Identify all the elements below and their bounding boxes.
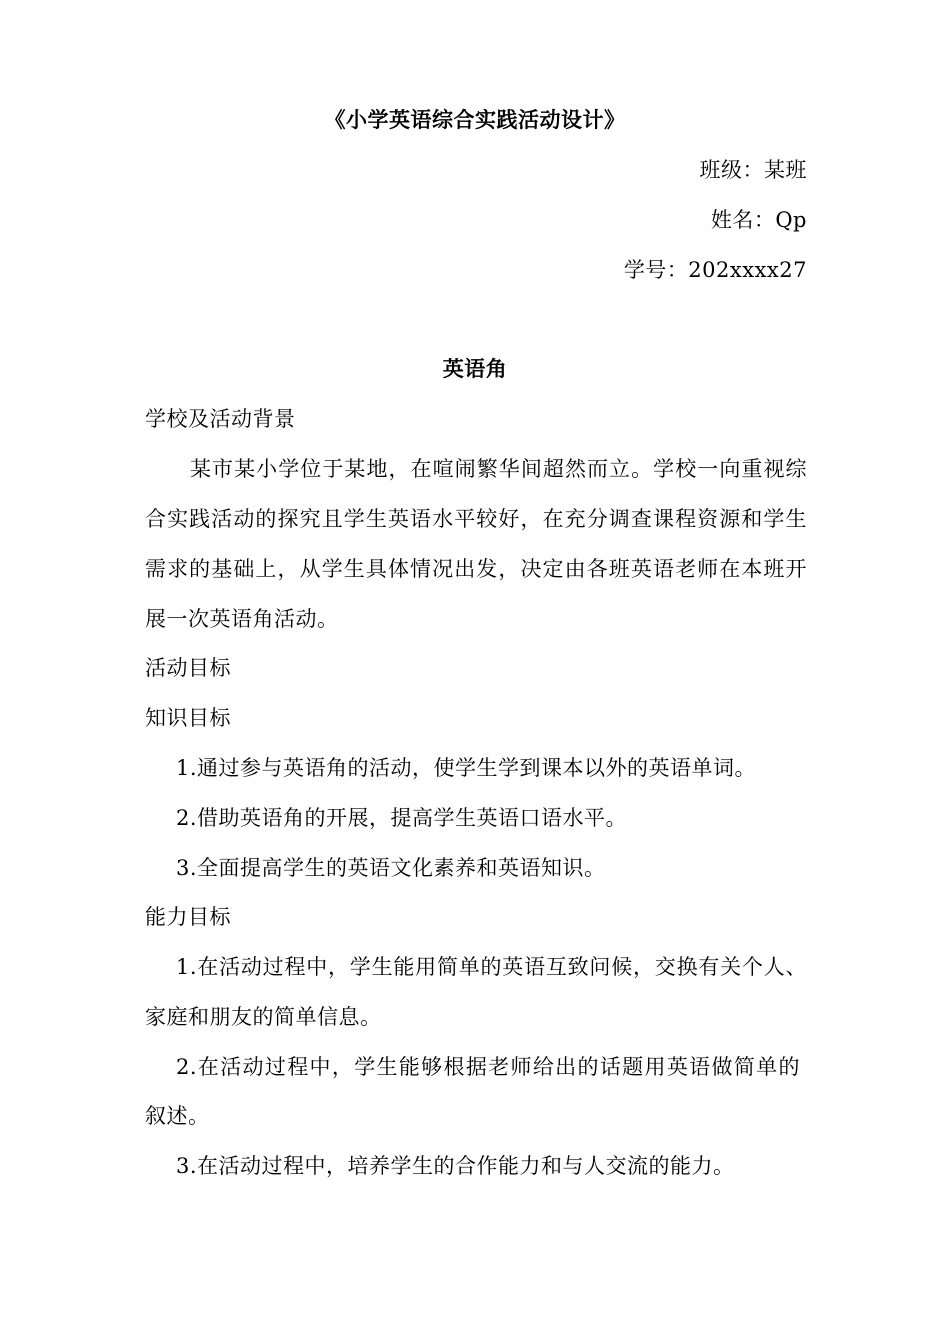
background-heading: 学校及活动背景 xyxy=(145,407,296,431)
knowledge-item: 1.通过参与英语角的活动，使学生学到课本以外的英语单词。 xyxy=(176,756,757,780)
student-id-line: 学号：202xxxx27 xyxy=(623,258,807,282)
knowledge-heading: 知识目标 xyxy=(145,706,231,730)
background-paragraph-line: 某市某小学位于某地，在喧闹繁华间超然而立。学校一向重视综 xyxy=(190,457,807,481)
section-title: 英语角 xyxy=(442,356,508,381)
ability-item-line: 2.在活动过程中，学生能够根据老师给出的话题用英语做简单的 xyxy=(176,1055,800,1079)
background-paragraph-line: 展一次英语角活动。 xyxy=(145,607,339,631)
goals-heading: 活动目标 xyxy=(145,656,231,680)
class-line: 班级：某班 xyxy=(699,158,807,182)
ability-item-line: 叙述。 xyxy=(145,1104,210,1128)
background-paragraph-line: 合实践活动的探究且学生英语水平较好，在充分调查课程资源和学生 xyxy=(145,507,807,531)
name-line: 姓名：Qp xyxy=(710,208,807,232)
document-title: 《小学英语综合实践活动设计》 xyxy=(324,107,626,132)
ability-item-line: 家庭和朋友的简单信息。 xyxy=(145,1005,382,1029)
knowledge-item: 3.全面提高学生的英语文化素养和英语知识。 xyxy=(176,856,606,880)
ability-item-line: 1.在活动过程中，学生能用简单的英语互致问候，交换有关个人、 xyxy=(176,955,807,979)
knowledge-item: 2.借助英语角的开展，提高学生英语口语水平。 xyxy=(176,806,628,830)
background-paragraph-line: 需求的基础上，从学生具体情况出发，决定由各班英语老师在本班开 xyxy=(145,557,807,581)
ability-item: 3.在活动过程中，培养学生的合作能力和与人交流的能力。 xyxy=(176,1154,735,1178)
ability-heading: 能力目标 xyxy=(145,905,231,929)
